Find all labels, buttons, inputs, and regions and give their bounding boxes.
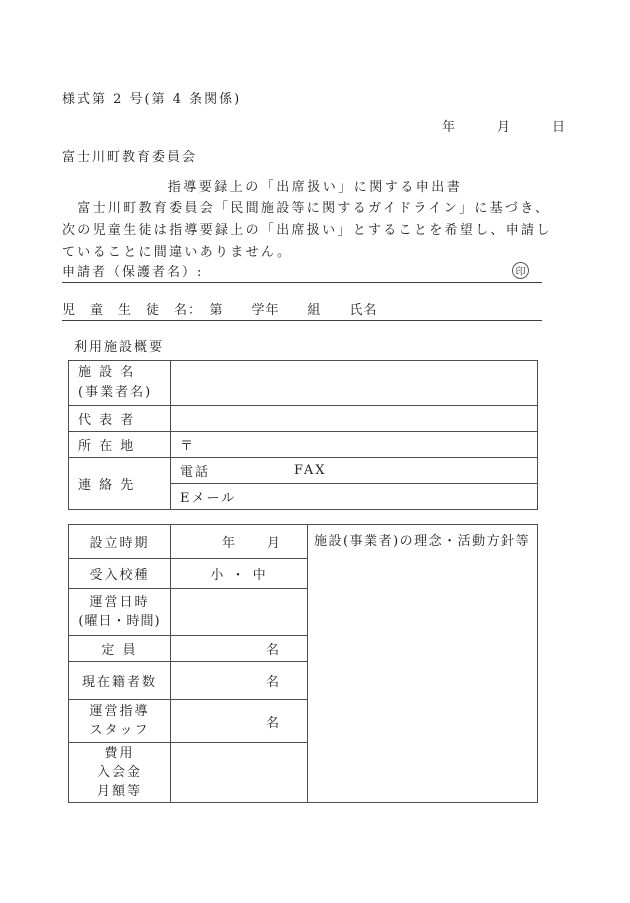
school-type-value-cell: 小 ・ 中 <box>171 559 308 589</box>
representative-row <box>69 406 538 432</box>
applicant-label: 申請者（保護者名）: <box>62 265 204 280</box>
addressee: 富士川町教育委員会 <box>62 150 198 165</box>
representative-label-cell: 代 表 者 <box>69 406 171 432</box>
ideology-policy-cell: 施設(事業者)の理念・活動方針等 <box>308 525 538 803</box>
address-row <box>69 432 538 458</box>
established-row <box>69 525 538 559</box>
address-value-cell <box>171 432 538 458</box>
declaration-line-1: 富士川町教育委員会「民間施設等に関するガイドライン」に基づき、 <box>62 201 551 216</box>
schedule-label-cell <box>69 589 171 636</box>
declaration-line-3: ていることに間違いありません。 <box>62 245 293 260</box>
facility-name-row <box>69 361 538 406</box>
staff-value-cell: 名 <box>171 700 308 743</box>
fax-label: FAX <box>294 463 327 478</box>
postal-mark: 〒 <box>180 439 196 454</box>
representative-value-cell <box>171 406 538 432</box>
capacity-label-cell: 定 員 <box>69 636 171 662</box>
facility-name-label: 施 設 名 <box>78 365 136 380</box>
form-number: 様式第 2 号(第 4 条関係) <box>62 92 242 107</box>
fee-admission-label: 入会金 <box>96 765 142 780</box>
facility-overview-table <box>68 360 538 510</box>
schedule-sublabel: (曜日・時間) <box>78 614 161 629</box>
staff-label-cell <box>69 700 171 743</box>
enrolled-value-cell: 名 <box>171 662 308 700</box>
date-line <box>0 116 630 135</box>
declaration-line-2: 次の児童生徒は指導要録上の「出席扱い」とすることを希望し、申請し <box>62 223 552 238</box>
fee-value-cell <box>171 743 308 803</box>
staff-label: 運営指導 <box>89 704 150 719</box>
enrolled-label-cell: 現在籍者数 <box>69 662 171 700</box>
email-cell: Eメール <box>171 484 538 510</box>
facility-name-value-cell <box>171 361 538 406</box>
date-year-label: 年 <box>441 120 456 135</box>
seal-mark-icon <box>512 262 529 279</box>
capacity-value-cell: 名 <box>171 636 308 662</box>
phone-label: 電話 <box>180 465 211 480</box>
declaration-paragraph <box>62 198 552 264</box>
schedule-value-cell <box>171 589 308 636</box>
date-day-label: 日 <box>551 120 566 135</box>
fee-monthly-label: 月額等 <box>96 784 142 799</box>
fee-label: 費用 <box>104 746 135 761</box>
address-label-cell: 所 在 地 <box>69 432 171 458</box>
facility-name-label-cell <box>69 361 171 406</box>
staff-sublabel: スタッフ <box>89 723 150 738</box>
established-value-cell: 年 月 <box>171 525 308 559</box>
facility-operator-label: (事業者名) <box>78 385 153 400</box>
school-type-label-cell: 受入校種 <box>69 559 171 589</box>
student-name-label: 児 童 生 徒 名： 第 学年 組 氏名 <box>62 303 378 318</box>
date-month-label: 月 <box>496 120 511 135</box>
applicant-signature-line <box>62 259 542 283</box>
schedule-label: 運営日時 <box>89 595 150 610</box>
facility-section-heading: 利用施設概要 <box>74 340 165 355</box>
phone-fax-cell <box>171 458 538 484</box>
facility-details-table <box>68 524 538 803</box>
document-title: 指導要録上の「出席扱い」に関する申出書 <box>167 180 463 195</box>
established-label-cell: 設立時期 <box>69 525 171 559</box>
seal-mark-text: 印 <box>515 267 526 278</box>
fee-label-cell <box>69 743 171 803</box>
contact-phone-row <box>69 458 538 484</box>
student-name-line <box>62 297 542 321</box>
contact-label-cell: 連 絡 先 <box>69 458 171 510</box>
